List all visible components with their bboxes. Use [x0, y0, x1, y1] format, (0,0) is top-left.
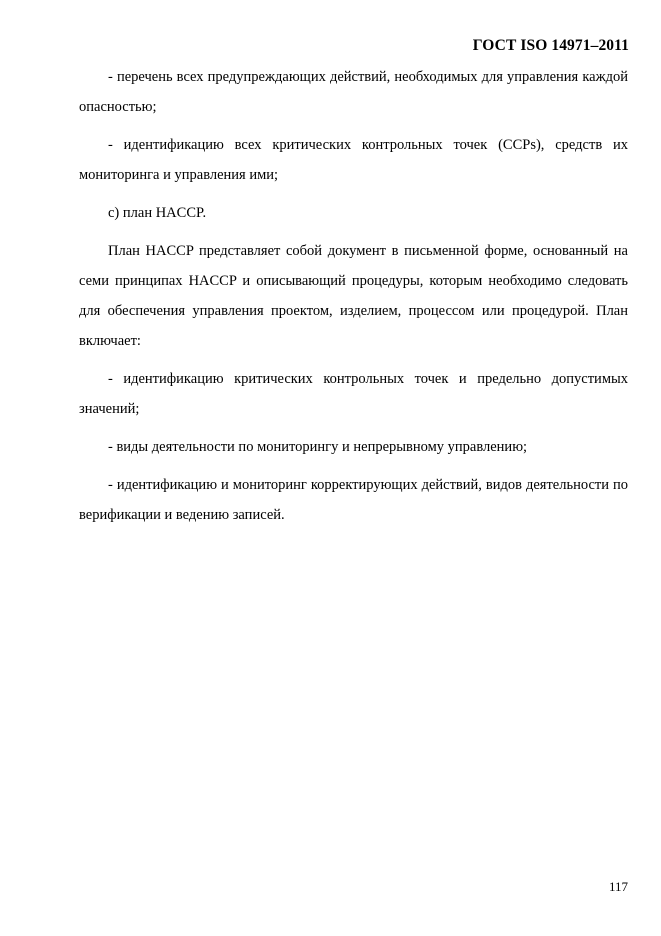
- paragraph-haccp-plan-heading: c) план HACCP.: [108, 205, 207, 221]
- page-number: 117: [608, 879, 628, 894]
- paragraph-critical-limits: - идентификацию критических контрольных точек и предельно допустимых значений;: [79, 371, 628, 417]
- paragraph-ccp-identification: - идентификацию всех критических контрольных точек (CCPs), средств их мониторинга и управления ими;: [79, 137, 628, 183]
- document-code-header: ГОСТ ISO 14971–2011: [472, 37, 629, 54]
- paragraph-monitoring-activities: - виды деятельности по мониторингу и непрерывному управлению;: [108, 439, 528, 455]
- document-body: [79, 62, 628, 538]
- paragraph-preventive-actions: - перечень всех предупреждающих действий, необходимых для управления каждой опасностью;: [79, 69, 628, 115]
- paragraph-corrective-actions: - идентификацию и мониторинг корректирующих действий, видов деятельности по верификации и ведению записей.: [79, 477, 628, 523]
- paragraph-haccp-plan-description: План HACCP представляет собой документ в письменной форме, основанный на семи принципах HACCP и описывающий процедуры, которым необходимо следовать для обеспечения управления проектом, изделием, процессом или процедурой. План включает:: [79, 243, 628, 349]
